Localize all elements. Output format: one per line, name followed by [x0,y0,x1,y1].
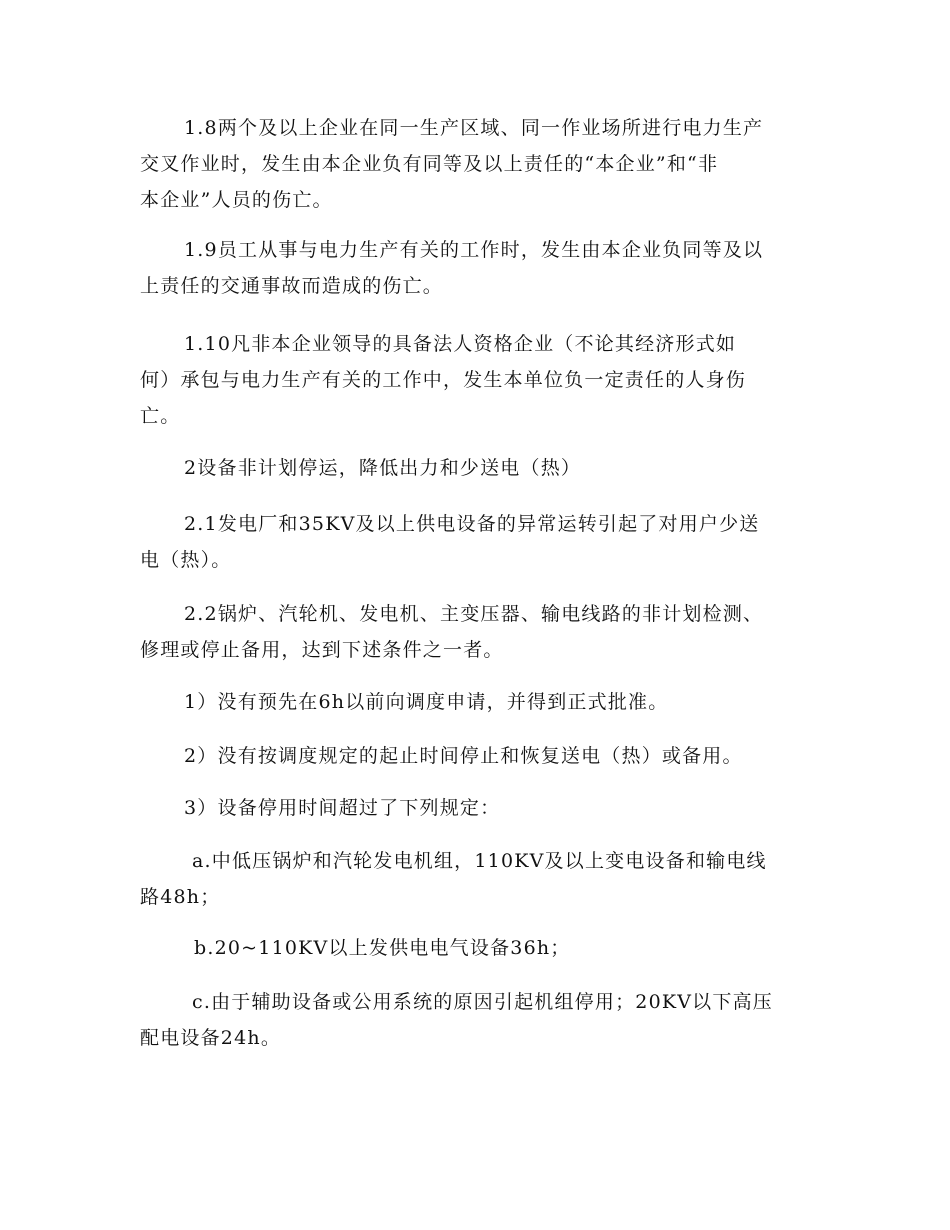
text-line: a.中低压锅炉和汽轮发电机组，110KV及以上变电设备和输电线 [192,850,767,872]
paragraph-1-9 [140,232,812,304]
text-line: c.由于辅助设备或公用系统的原因引起机组停用；20KV以下高压 [192,991,773,1013]
text-line: b.20~110KV以上发供电电气设备36h； [194,937,571,959]
list-item-2 [140,738,812,774]
text-line: 1）没有预先在6h以前向调度申请，并得到正式批准。 [184,691,669,713]
text-line: 1.8两个及以上企业在同一生产区域、同一作业场所进行电力生产 [184,117,764,139]
paragraph-2-2 [140,596,812,668]
text-line: 2设备非计划停运，降低出力和少送电（热） [184,457,582,479]
text-line: 修理或停止备用，达到下述条件之一者。 [140,639,504,661]
text-line: 1.10凡非本企业领导的具备法人资格企业（不论其经济形式如 [184,333,737,355]
paragraph-1-10 [140,326,812,434]
text-line: 电（热）。 [140,549,232,571]
text-line: 何）承包与电力生产有关的工作中，发生本单位负一定责任的人身伤 [140,369,747,391]
list-item-c [140,984,812,1056]
list-item-a [140,843,812,915]
section-heading-2 [140,450,812,486]
list-item-1 [140,684,812,720]
list-item-b [140,930,812,966]
text-line: 亡。 [140,405,181,427]
text-line: 3）设备停用时间超过了下列规定： [184,797,501,819]
text-line: 2.2锅炉、汽轮机、发电机、主变压器、输电线路的非计划检测、 [184,603,764,625]
text-line: 交叉作业时，发生由本企业负有同等及以上责任的“本企业”和“非 [140,153,719,175]
text-line: 配电设备24h。 [140,1027,282,1049]
paragraph-1-8 [140,110,812,218]
text-line: 2）没有按调度规定的起止时间停止和恢复送电（热）或备用。 [184,745,743,767]
text-line: 本企业”人员的伤亡。 [140,189,333,211]
list-item-3 [140,790,812,826]
text-line: 路48h； [140,886,221,908]
paragraph-2-1 [140,506,812,578]
text-line: 1.9员工从事与电力生产有关的工作时，发生由本企业负同等及以 [184,239,764,261]
text-line: 2.1发电厂和35KV及以上供电设备的异常运转引起了对用户少送 [184,513,760,535]
text-line: 上责任的交通事故而造成的伤亡。 [140,275,444,297]
